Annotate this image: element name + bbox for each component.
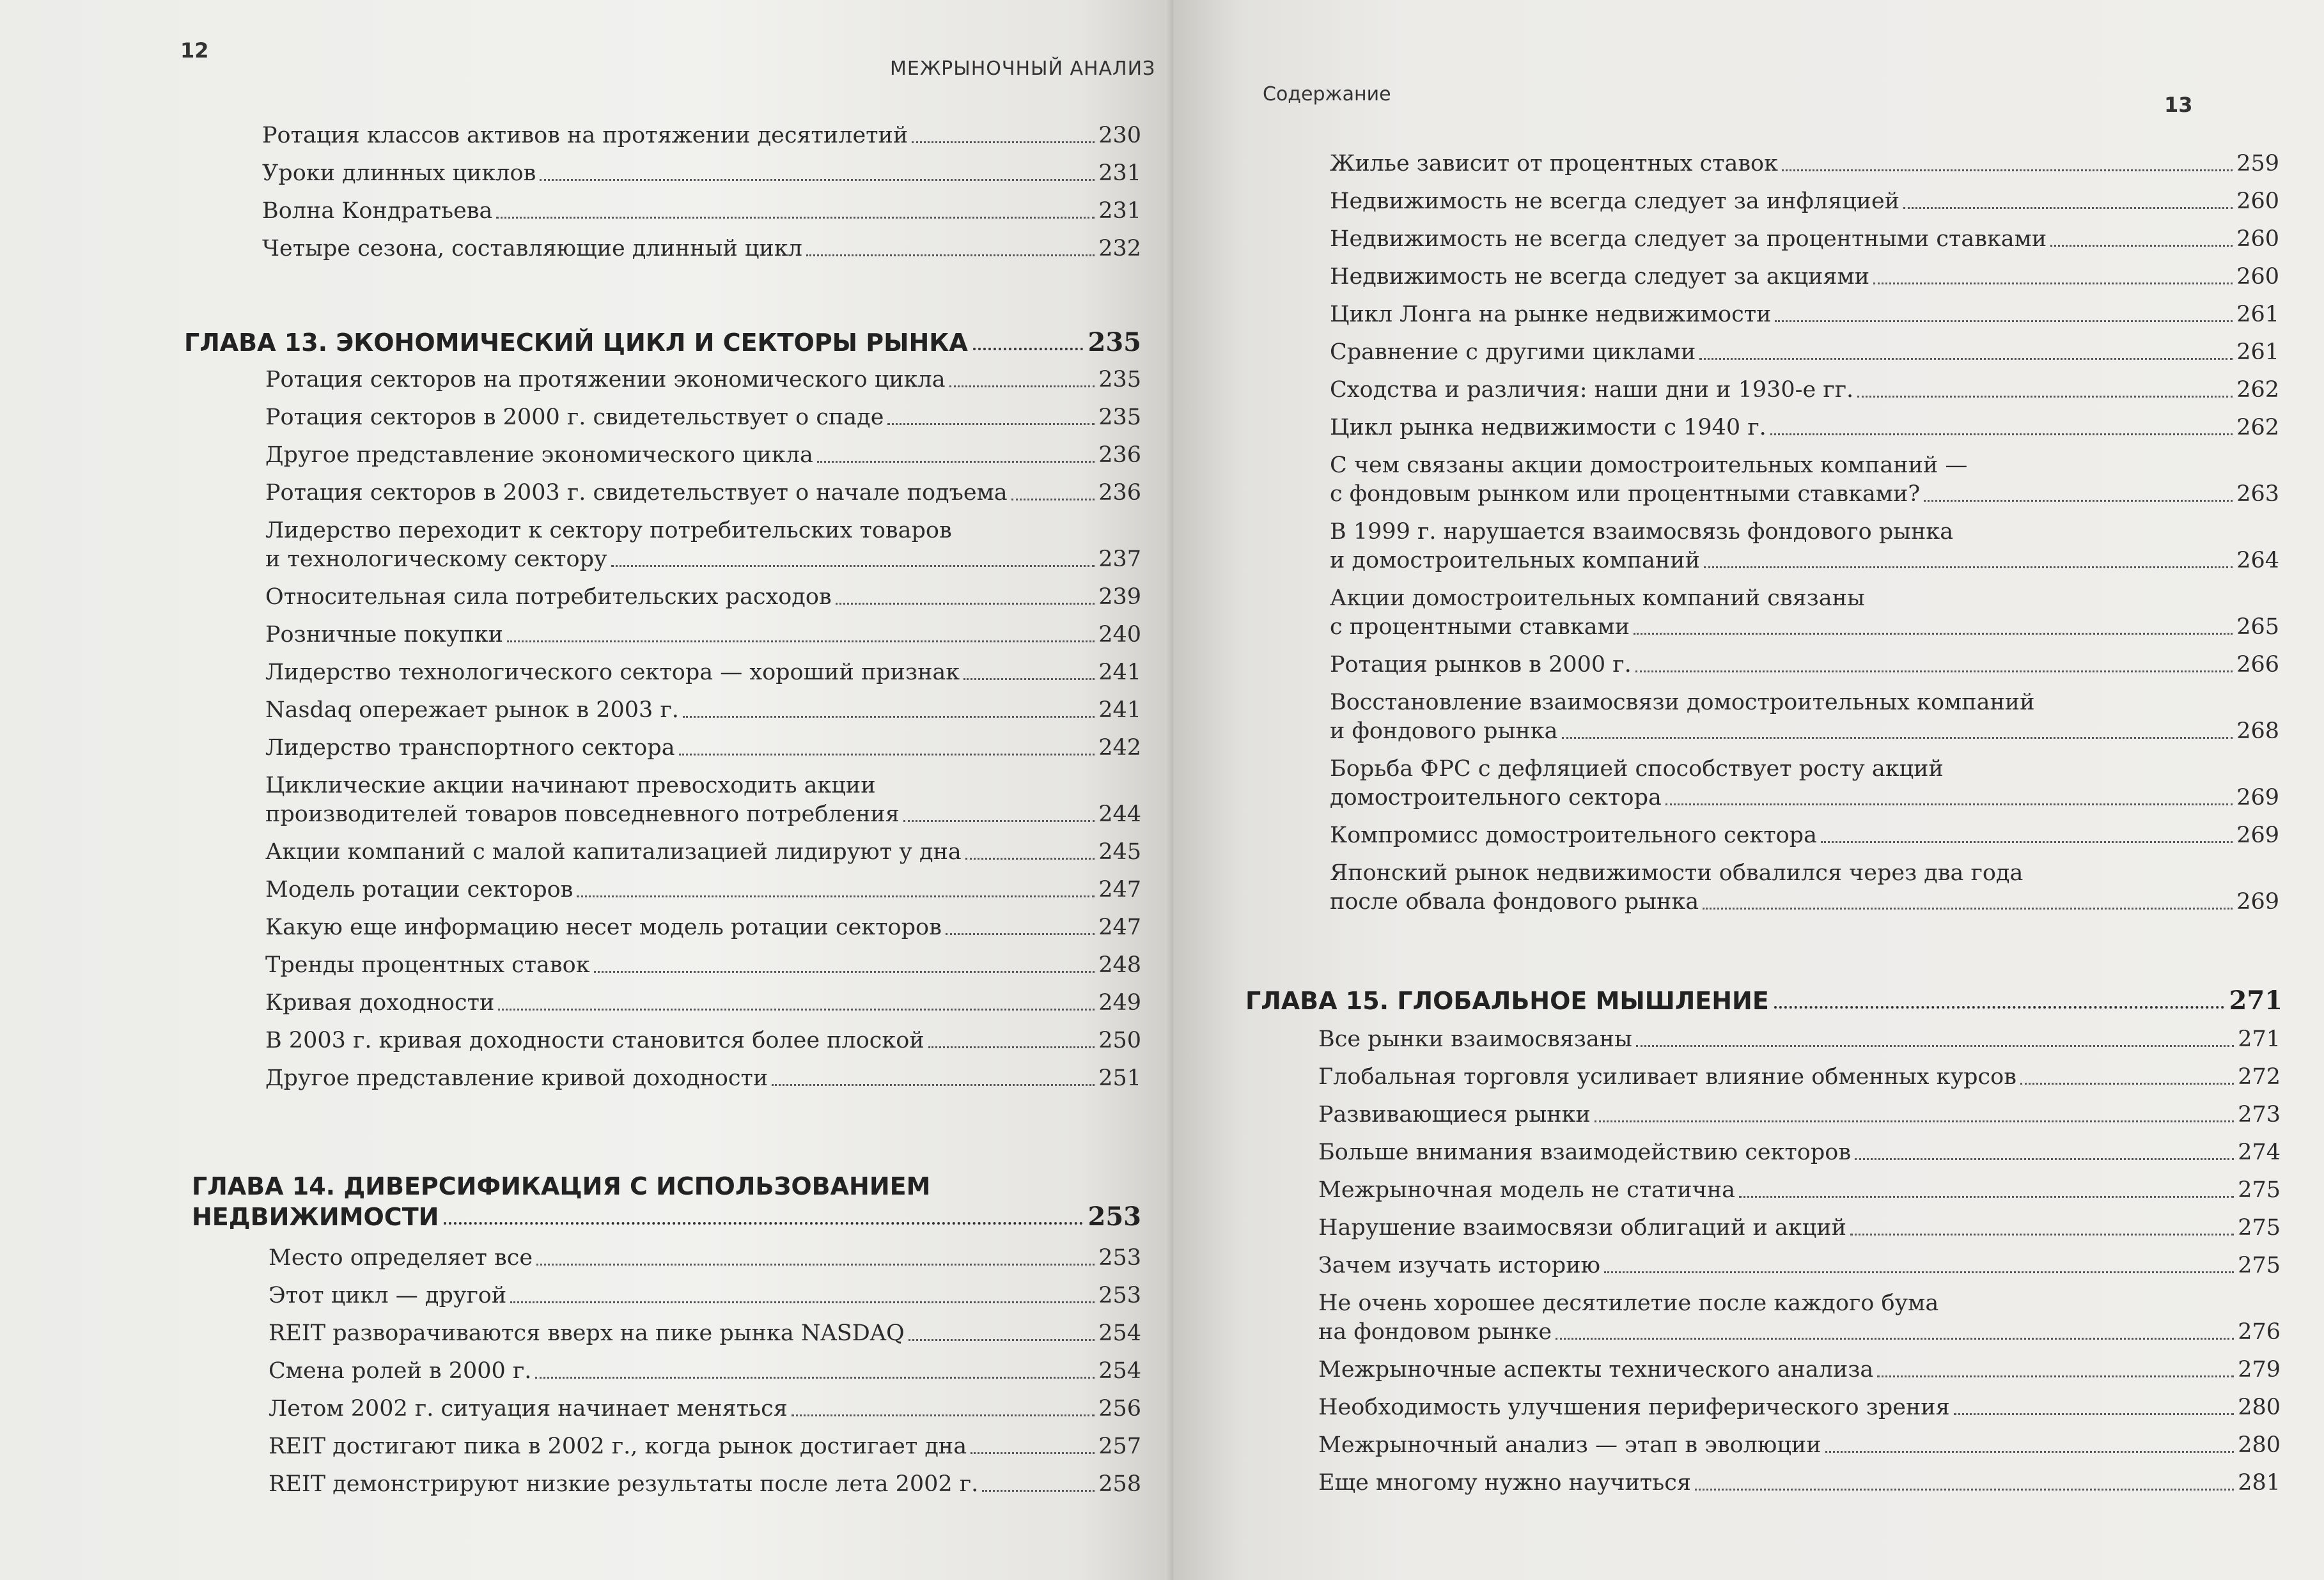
toc-entry: Больше внимания взаимодействию секторов 274	[1318, 1140, 2281, 1165]
chapter-14-entries	[269, 1244, 1141, 1508]
toc-entry: Какую еще информацию несет модель ротации секторов 247	[265, 915, 1141, 940]
chapter-14-heading-line2: НЕДВИЖИМОСТИ 253	[192, 1202, 1141, 1232]
toc-entry: домостроительного сектора 269	[1330, 785, 2279, 810]
chapter-13-entries	[265, 366, 1141, 1102]
toc-entry: Место определяет все 253	[269, 1245, 1141, 1271]
toc-entry: Розничные покупки 240	[265, 622, 1141, 647]
toc-entry: Все рынки взаимосвязаны 271	[1318, 1026, 2281, 1052]
toc-entry: на фондовом рынке 276	[1318, 1319, 2281, 1345]
chapter-14	[192, 1171, 1141, 1232]
toc-entry: после обвала фондового рынка 269	[1330, 889, 2279, 915]
toc-entry: В 2003 г. кривая доходности становится более плоской 250	[265, 1028, 1141, 1053]
toc-entry: Этот цикл — другой 253	[269, 1283, 1141, 1308]
toc-entry: Nasdaq опережает рынок в 2003 г. 241	[265, 697, 1141, 723]
toc-entry: Межрыночные аспекты технического анализа 279	[1318, 1357, 2281, 1382]
toc-entry: Цикл рынка недвижимости с 1940 г. 262	[1330, 415, 2279, 440]
toc-entry: Жилье зависит от процентных ставок 259	[1330, 151, 2279, 176]
right-running-head: Содержание	[1263, 83, 1391, 105]
toc-entry: Кривая доходности 249	[265, 990, 1141, 1016]
toc-entry: Сходства и различия: наши дни и 1930-е гг. 262	[1330, 377, 2279, 403]
toc-entry: Ротация рынков в 2000 г. 266	[1330, 652, 2279, 678]
toc-entry: Акции компаний с малой капитализацией лидируют у дна 245	[265, 839, 1141, 865]
toc-entry-line1: Борьба ФРС с дефляцией способствует росту акций	[1330, 756, 1944, 782]
toc-entry: Ротация классов активов на протяжении десятилетий 230	[262, 123, 1141, 148]
right-page-number: 13	[2164, 93, 2193, 117]
left-top-entries	[262, 121, 1141, 272]
left-running-head: МЕЖРЫНОЧНЫЙ АНАЛИЗ	[890, 58, 1156, 80]
toc-entry: Модель ротации секторов 247	[265, 877, 1141, 902]
toc-entry-line1: Восстановление взаимосвязи домостроительных компаний	[1330, 690, 2035, 715]
toc-entry: Волна Кондратьева 231	[262, 198, 1141, 224]
right-top-entries	[1330, 150, 2279, 926]
toc-entry: Ротация секторов в 2000 г. свидетельствует о спаде 235	[265, 405, 1141, 430]
left-page-number: 12	[180, 38, 209, 63]
chapter-14-heading-line1: ГЛАВА 14. ДИВЕРСИФИКАЦИЯ С ИСПОЛЬЗОВАНИЕМ	[192, 1172, 931, 1200]
toc-entry: Тренды процентных ставок 248	[265, 952, 1141, 978]
toc-entry: Летом 2002 г. ситуация начинает меняться 256	[269, 1396, 1141, 1421]
toc-entry-line1: С чем связаны акции домостроительных компаний —	[1330, 453, 1968, 478]
toc-entry: Относительная сила потребительских расходов 239	[265, 584, 1141, 610]
chapter-13	[184, 327, 1141, 363]
toc-entry: Недвижимость не всегда следует за акциями 260	[1330, 264, 2279, 290]
toc-entry-line1: Акции домостроительных компаний связаны	[1330, 585, 1865, 611]
chapter-15	[1245, 986, 2282, 1016]
toc-entry: Лидерство транспортного сектора 242	[265, 735, 1141, 761]
toc-entry: Четыре сезона, составляющие длинный цикл 232	[262, 236, 1141, 261]
toc-entry: Компромисс домостроительного сектора 269	[1330, 823, 2279, 848]
toc-entry-line1: Не очень хорошее десятилетие после каждого бума	[1318, 1290, 1939, 1316]
toc-entry: Сравнение с другими циклами 261	[1330, 339, 2279, 365]
chapter-15-heading: ГЛАВА 15. ГЛОБАЛЬНОЕ МЫШЛЕНИЕ 271	[1245, 986, 2282, 1016]
toc-entry: производителей товаров повседневного потребления 244	[265, 802, 1141, 827]
toc-entry: Нарушение взаимосвязи облигаций и акций 275	[1318, 1215, 2281, 1241]
toc-entry: Зачем изучать историю 275	[1318, 1253, 2281, 1278]
toc-entry: и фондового рынка 268	[1330, 718, 2279, 744]
toc-entry: REIT разворачиваются вверх на пике рынка NASDAQ 254	[269, 1321, 1141, 1346]
chapter-15-entries	[1318, 1025, 2281, 1506]
toc-entry: Цикл Лонга на рынке недвижимости 261	[1330, 302, 2279, 327]
toc-entry: Развивающиеся рынки 273	[1318, 1102, 2281, 1127]
toc-entry: REIT демонстрируют низкие результаты после лета 2002 г. 258	[269, 1471, 1141, 1497]
toc-entry: Недвижимость не всегда следует за инфляцией 260	[1330, 189, 2279, 214]
toc-entry: Межрыночный анализ — этап в эволюции 280	[1318, 1432, 2281, 1458]
toc-entry: Межрыночная модель не статична 275	[1318, 1177, 2281, 1203]
toc-entry: Необходимость улучшения периферического зрения 280	[1318, 1395, 2281, 1420]
toc-entry: Недвижимость не всегда следует за процентными ставками 260	[1330, 226, 2279, 252]
toc-entry-line1: В 1999 г. нарушается взаимосвязь фондового рынка	[1330, 519, 1954, 545]
toc-entry-line1: Японский рынок недвижимости обвалился через два года	[1330, 860, 2024, 886]
toc-entry: с фондовым рынком или процентными ставками? 263	[1330, 481, 2279, 507]
chapter-13-heading: ГЛАВА 13. ЭКОНОМИЧЕСКИЙ ЦИКЛ И СЕКТОРЫ РЫНКА 235	[184, 327, 1141, 357]
toc-entry-line1: Лидерство переходит к сектору потребительских товаров	[265, 518, 952, 543]
toc-entry: Уроки длинных циклов 231	[262, 160, 1141, 186]
right-page	[1173, 0, 2324, 1580]
toc-entry: Ротация секторов в 2003 г. свидетельствует о начале подъема 236	[265, 480, 1141, 506]
toc-entry: и домостроительных компаний 264	[1330, 548, 2279, 573]
toc-entry: Ротация секторов на протяжении экономического цикла 235	[265, 367, 1141, 392]
toc-entry-line1: Циклические акции начинают превосходить акции	[265, 773, 876, 798]
toc-entry: Лидерство технологического сектора — хороший признак 241	[265, 660, 1141, 685]
toc-entry: REIT достигают пика в 2002 г., когда рынок достигает дна 257	[269, 1434, 1141, 1459]
toc-entry: Смена ролей в 2000 г. 254	[269, 1358, 1141, 1384]
toc-entry: и технологическому сектору 237	[265, 546, 1141, 572]
toc-entry: Глобальная торговля усиливает влияние обменных курсов 272	[1318, 1064, 2281, 1090]
toc-entry: с процентными ставками 265	[1330, 614, 2279, 640]
toc-entry: Другое представление экономического цикла 236	[265, 442, 1141, 468]
toc-entry: Другое представление кривой доходности 251	[265, 1065, 1141, 1091]
toc-entry: Еще многому нужно научиться 281	[1318, 1470, 2281, 1496]
